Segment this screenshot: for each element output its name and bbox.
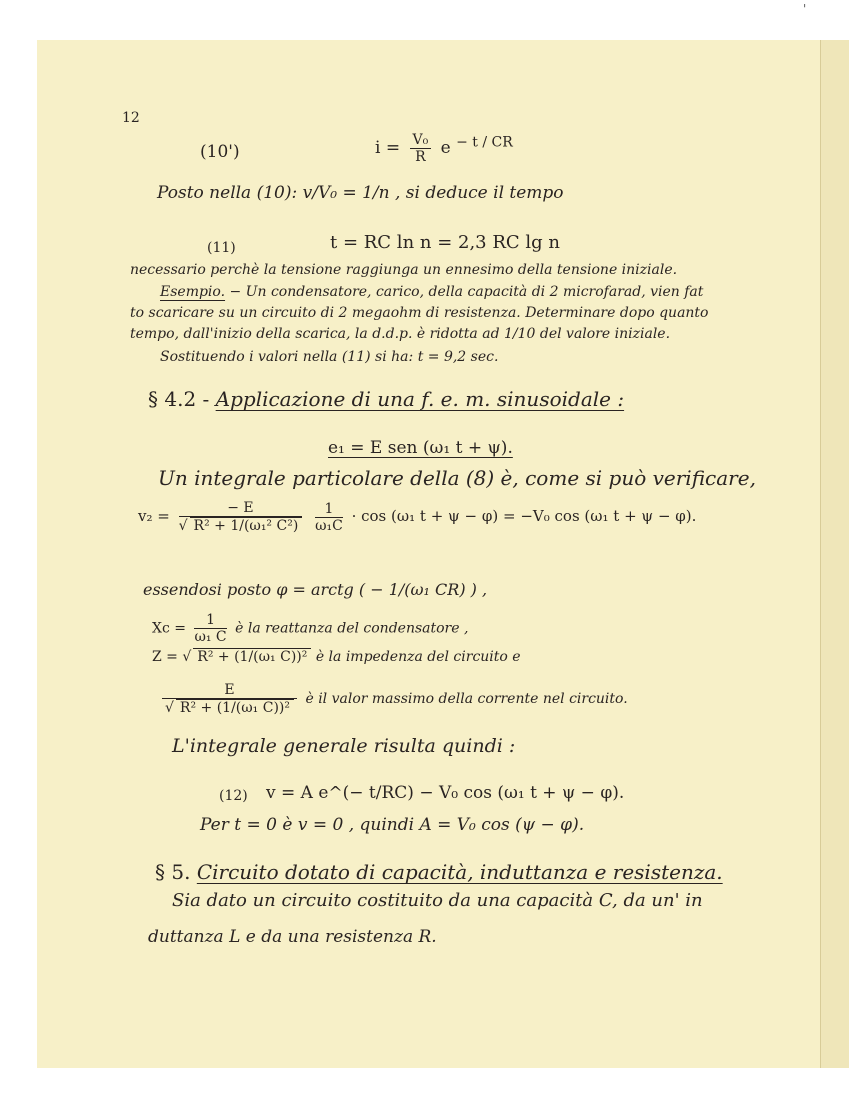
eq11-label: (11) — [207, 240, 236, 256]
eq10p-left: i = — [375, 138, 401, 158]
v2-rest: · cos (ω₁ t + ψ − φ) = −V₀ cos (ω₁ t + ψ − φ). — [351, 507, 697, 525]
emax-radicand: R² + (1/(ω₁ C))² — [176, 699, 294, 716]
next-page-edge — [820, 40, 849, 1068]
eq10p-fraction: $\frac{\text{V₀}}{R}$ — [410, 132, 432, 165]
eq10p-label: (10') — [200, 142, 240, 162]
essendosi-line: essendosi posto φ = arctg ( − 1/(ω₁ CR) ) , — [143, 580, 488, 599]
eq10p-formula — [375, 132, 513, 165]
corner-mark: ' — [803, 2, 807, 16]
integrale-particolare-line: Un integrale particolare della (8) è, come si può verificare, — [158, 466, 756, 490]
eq12-formula: v = A e^(− t/RC) − V₀ cos (ω₁ t + ψ − φ). — [266, 783, 625, 803]
z-left: Z = — [152, 649, 178, 665]
eq12-label: (12) — [219, 788, 248, 804]
section-4-2-title: Applicazione di una f. e. m. sinusoidale : — [215, 387, 625, 411]
xc-left: Xc = — [152, 620, 186, 637]
posto-line: Posto nella (10): v/V₀ = 1/n , si deduce il tempo — [157, 183, 564, 203]
scaricare-line: to scaricare su un circuito di 2 megaohm di resistenza. Determinare dopo quanto — [130, 305, 709, 321]
section-5-heading — [155, 860, 723, 884]
eq11-formula: t = RC ln n = 2,3 RC lg n — [330, 232, 560, 253]
per-t0-line: Per t = 0 è v = 0 , quindi A = V₀ cos (ψ − φ). — [200, 815, 585, 835]
xc-text: è la reattanza del condensatore , — [235, 620, 469, 637]
z-text: è la impedenza del circuito e — [315, 649, 521, 665]
sia-dato-line: Sia dato un circuito costituito da una capacità C, da un' in — [172, 890, 703, 911]
v2-main-fraction: $\frac{- E}{\text{√ R² + 1/(ω₁² C²)}}$ — [179, 500, 303, 534]
v2-small-fraction: $\frac{1}{\text{ω₁C}}$ — [315, 500, 343, 534]
z-line: Z = √ R² + (1/(ω₁ C))² è la impedenza del circuito e — [152, 649, 521, 665]
tempo-line: tempo, dall'inizio della scarica, la d.d.p. è ridotta ad 1/10 del valore iniziale. — [130, 326, 671, 342]
sostituendo-line: Sostituendo i valori nella (11) si ha: t = 9,2 sec. — [160, 349, 499, 365]
section-4-2-number: § 4.2 - — [148, 387, 210, 411]
emax-fraction: $\frac{E}{\text{√ R² + (1/(ω₁ C))²}}$ — [162, 682, 297, 716]
eq10p-power: − t / CR — [456, 134, 513, 151]
section-5-title: Circuito dotato di capacità, induttanza e resistenza. — [196, 860, 723, 884]
esempio-heading: Esempio. — [160, 284, 226, 300]
esempio-text: − Un condensatore, carico, della capacità di 2 microfarad, vien fat — [225, 284, 704, 300]
necessario-line: necessario perchè la tensione raggiunga un ennesimo della tensione iniziale. — [130, 262, 678, 278]
emax-text: è il valor massimo della corrente nel circuito. — [305, 691, 628, 707]
v2-formula — [138, 500, 696, 534]
section-5-number: § 5. — [155, 860, 191, 884]
section-4-2-heading — [148, 387, 624, 411]
duttanza-line: duttanza L e da una resistenza R. — [148, 927, 437, 947]
v2-radicand: R² + 1/(ω₁² C²) — [190, 517, 303, 534]
z-radicand: R² + (1/(ω₁ C))² — [193, 648, 311, 665]
xc-line — [152, 612, 468, 645]
page-number: 12 — [122, 110, 140, 126]
xc-fraction: $\frac{1}{\text{ω₁ C}}$ — [194, 612, 227, 645]
eq10p-exp: e — [440, 138, 451, 158]
esempio-line — [160, 284, 703, 300]
e1-formula: e₁ = E sen (ω₁ t + ψ). — [328, 438, 513, 458]
emax-line — [158, 682, 628, 716]
v2-left: v₂ = — [138, 507, 170, 525]
integrale-generale-line: L'integrale generale risulta quindi : — [172, 735, 516, 757]
